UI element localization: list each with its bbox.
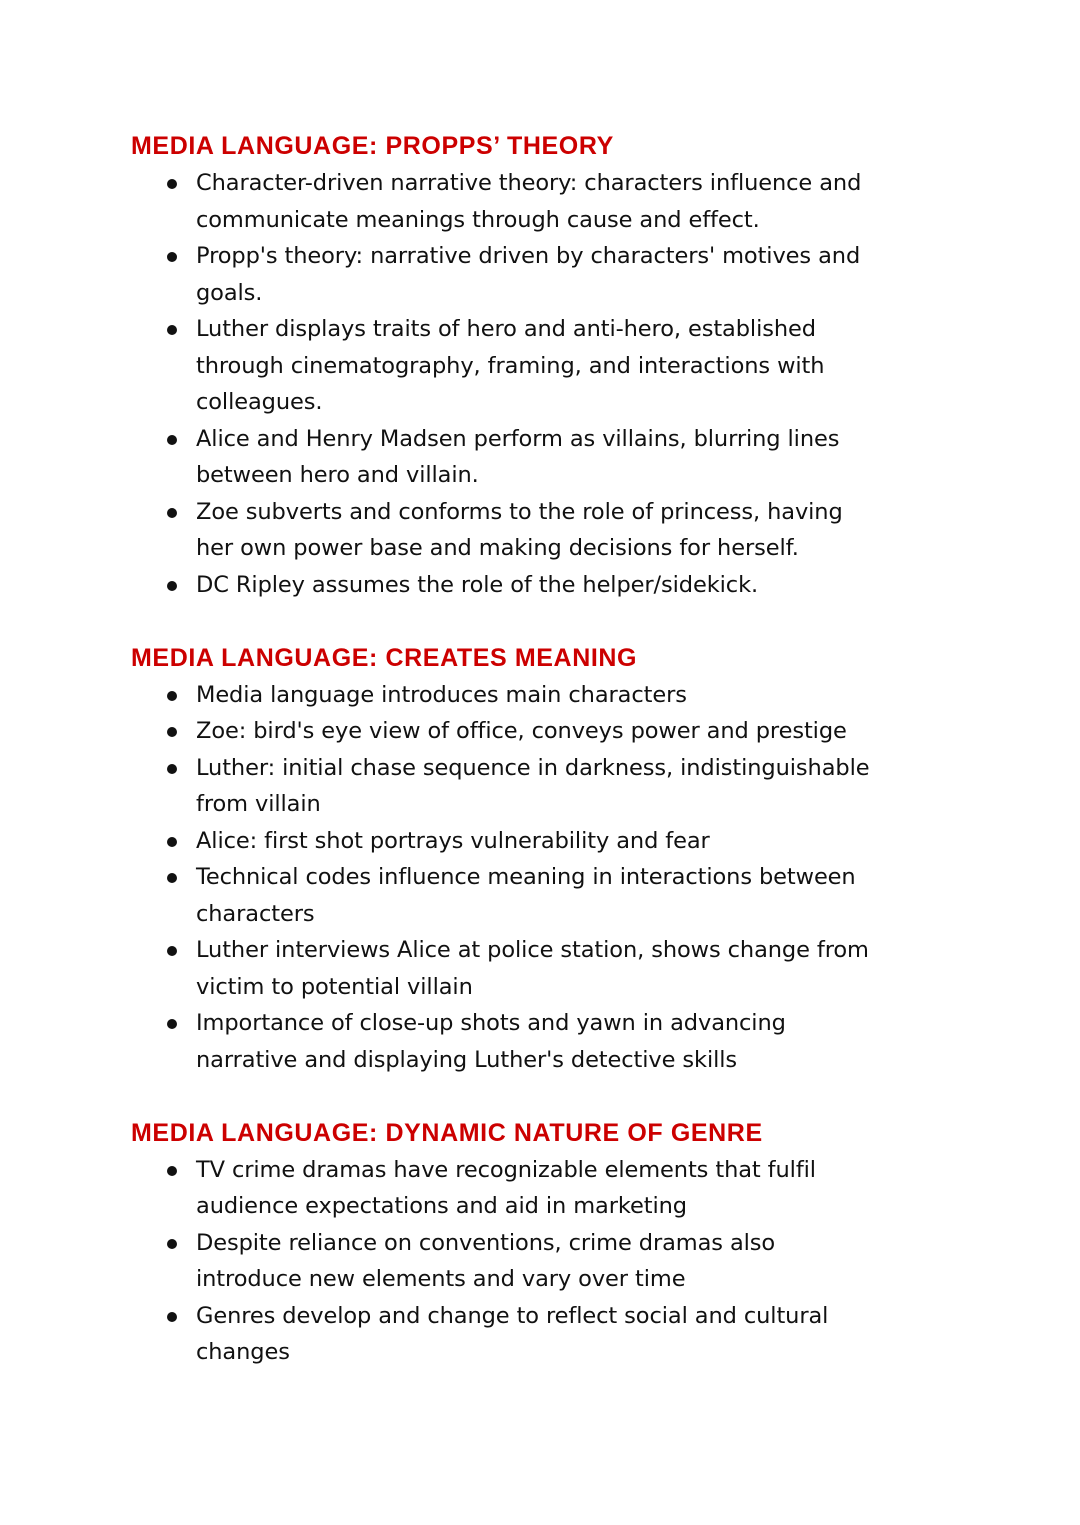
section-heading: MEDIA LANGUAGE: CREATES MEANING [131, 643, 638, 672]
section [131, 128, 961, 603]
list-item [131, 823, 961, 860]
list-item [131, 1152, 961, 1225]
list-item [131, 165, 961, 238]
list-item [131, 677, 961, 714]
list-item [131, 1298, 961, 1371]
list-item-text: Importance of close-up shots and yawn in advancing [196, 1010, 786, 1036]
list-item-text: her own power base and making decisions for herself. [196, 535, 799, 561]
list-item-text: Propp's theory: narrative driven by characters' motives and [196, 243, 861, 269]
section-heading: MEDIA LANGUAGE: PROPPS’ THEORY [131, 132, 614, 160]
list-item-text: introduce new elements and vary over time [196, 1266, 686, 1292]
list-item-text: TV crime dramas have recognizable elements that fulfil [196, 1156, 816, 1183]
bullet-list [131, 165, 961, 603]
list-item-text: goals. [196, 279, 263, 306]
list-item-text: Alice and Henry Madsen perform as villains, blurring lines [196, 425, 840, 452]
list-item [131, 750, 961, 823]
list-item [131, 859, 961, 932]
list-item [131, 567, 961, 604]
list-item-text: Despite reliance on conventions, crime dramas also [196, 1229, 776, 1256]
list-item-text: Luther interviews Alice at police station, shows change from [196, 937, 869, 963]
list-item [131, 238, 961, 311]
list-item-text: characters [196, 900, 315, 927]
list-item-text: Genres develop and change to reflect social and cultural [196, 1302, 829, 1329]
list-item [131, 421, 961, 494]
bullet-list [131, 677, 961, 1079]
list-item-text: victim to potential villain [196, 973, 473, 1000]
list-item-text: between hero and villain. [196, 462, 479, 488]
list-item-text: changes [196, 1339, 290, 1365]
list-item-text: narrative and displaying Luther's detective skills [196, 1046, 738, 1073]
list-item-text: Alice: first shot portrays vulnerability and fear [196, 827, 710, 854]
list-item-text: Character-driven narrative theory: characters influence and [196, 170, 862, 196]
bullet-list [131, 1152, 961, 1371]
list-item [131, 1225, 961, 1298]
list-item-text: Technical codes influence meaning in interactions between [196, 864, 856, 890]
section-heading: MEDIA LANGUAGE: DYNAMIC NATURE OF GENRE [131, 1118, 763, 1147]
list-item-text: Luther: initial chase sequence in darkness, indistinguishable [196, 754, 870, 781]
list-item [131, 494, 961, 567]
list-item-text: Media language introduces main characters [196, 681, 687, 708]
list-item [131, 311, 961, 421]
list-item-text: Zoe subverts and conforms to the role of princess, having [196, 498, 843, 525]
section [131, 640, 961, 1079]
list-item [131, 713, 961, 750]
list-item-text: DC Ripley assumes the role of the helper/sidekick. [196, 571, 759, 598]
list-item-text: audience expectations and aid in marketing [196, 1193, 687, 1219]
list-item [131, 1005, 961, 1078]
list-item-text: colleagues. [196, 389, 323, 415]
list-item-text: Luther displays traits of hero and anti-hero, established [196, 316, 816, 342]
list-item-text: Zoe: bird's eye view of office, conveys power and prestige [196, 718, 847, 744]
document [131, 128, 961, 1407]
section [131, 1115, 961, 1371]
list-item-text: through cinematography, framing, and interactions with [196, 352, 825, 379]
list-item-text: from villain [196, 791, 321, 817]
list-item [131, 932, 961, 1005]
list-item-text: communicate meanings through cause and effect. [196, 206, 760, 233]
